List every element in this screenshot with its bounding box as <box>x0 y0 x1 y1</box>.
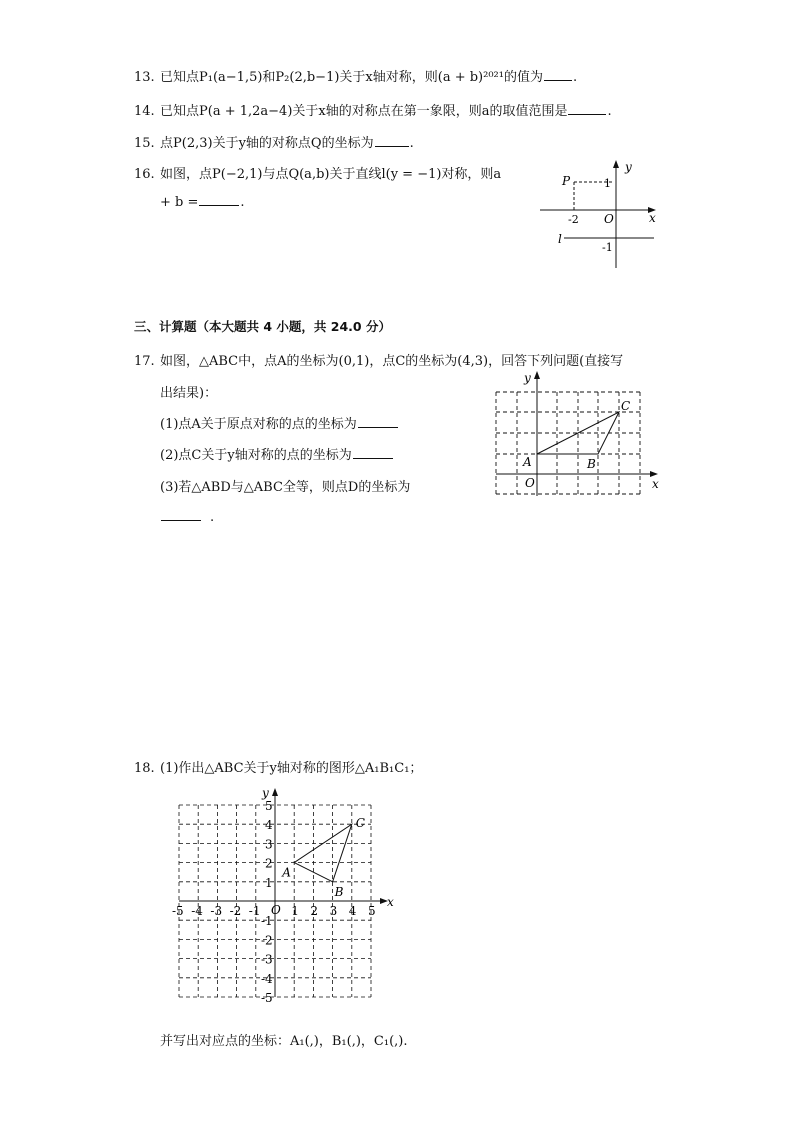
label-b: B <box>587 457 596 471</box>
label-x: x <box>649 211 656 225</box>
question-number: 18. <box>134 761 155 776</box>
question-number: 13. <box>134 70 155 85</box>
y-tick-label: 2 <box>265 856 273 871</box>
period: . <box>572 70 578 85</box>
y-tick-label: -5 <box>261 991 273 1005</box>
y-axis-arrow <box>613 160 619 168</box>
label-b: B <box>334 884 344 899</box>
figure-16 <box>536 158 666 270</box>
question-text: 已知点P(a + 1,2a−4)关于x轴的对称点在第一象限，则a的取值范围是 <box>160 104 568 119</box>
y-tick-label: -4 <box>261 971 273 986</box>
y-tick-label: 4 <box>265 818 273 833</box>
label-neg2: -2 <box>568 213 579 226</box>
label-y: y <box>625 160 632 174</box>
section-title: 三、计算题（本大题共 4 小题，共 24.0 分） <box>134 319 391 334</box>
question-text-cont: 出结果)： <box>160 386 218 401</box>
question-17-cont <box>160 382 217 401</box>
question-13 <box>134 66 577 85</box>
label-o: O <box>604 212 614 226</box>
label-a: A <box>523 455 532 469</box>
y-tick-label: 5 <box>265 799 273 813</box>
question-17 <box>134 350 623 369</box>
question-number: 17. <box>134 354 155 369</box>
label-c: C <box>621 399 631 413</box>
y-tick-label: 1 <box>265 875 273 890</box>
part-text: (3)若△ABD与△ABC全等，则点D的坐标为 <box>160 480 411 495</box>
y-axis-arrow <box>534 371 540 379</box>
period: . <box>409 136 414 151</box>
triangle-abc <box>294 824 352 882</box>
y-tick-labels <box>261 799 273 1005</box>
coords-text: 并写出对应点的坐标：A₁(,)，B₁(,)，C₁(,). <box>160 1034 408 1049</box>
question-18-coords <box>160 1030 407 1049</box>
y-tick-label: -1 <box>261 914 273 929</box>
x-tick-label: 1 <box>291 904 299 918</box>
period: . <box>607 104 612 119</box>
x-tick-label: -3 <box>210 904 223 918</box>
answer-blank[interactable] <box>358 415 398 428</box>
label-x: x <box>387 895 394 909</box>
label-o: O <box>525 476 535 490</box>
figure-18 <box>160 780 394 1005</box>
question-15 <box>134 132 414 151</box>
label-x: x <box>652 477 659 491</box>
question-17-part1 <box>160 413 399 432</box>
y-tick-label: 3 <box>265 837 273 852</box>
answer-blank[interactable] <box>353 446 393 459</box>
label-y: y <box>262 786 269 800</box>
x-tick-label: 4 <box>348 904 357 918</box>
question-text: (1)作出△ABC关于y轴对称的图形△A₁B₁C₁； <box>160 761 423 776</box>
question-16-cont <box>160 193 245 210</box>
answer-blank[interactable] <box>544 68 572 81</box>
question-number: 15. <box>134 136 155 151</box>
y-tick-label: -3 <box>261 952 273 967</box>
question-17-part3-blank <box>160 508 214 525</box>
answer-blank[interactable] <box>199 193 239 206</box>
label-1: 1 <box>604 177 611 190</box>
question-text: 点P(2,3)关于y轴的对称点Q的坐标为 <box>160 136 374 151</box>
question-18 <box>134 757 422 776</box>
question-number: 16. <box>134 167 155 182</box>
label-a: A <box>282 865 291 880</box>
x-tick-label: 2 <box>310 904 319 918</box>
label-p: P <box>562 174 571 188</box>
x-tick-label: 5 <box>368 904 376 918</box>
x-tick-label: -1 <box>248 904 261 918</box>
figure-17 <box>490 368 665 498</box>
answer-blank[interactable] <box>375 134 409 147</box>
question-text: 如图，△ABC中，点A的坐标为(0,1)，点C的坐标为(4,3)，回答下列问题(直接写 <box>160 354 624 369</box>
part-text: (1)点A关于原点对称的点的坐标为 <box>160 417 357 432</box>
period: . <box>240 195 245 210</box>
label-y: y <box>524 371 531 385</box>
question-14 <box>134 100 612 119</box>
x-tick-label: -4 <box>191 904 203 918</box>
x-tick-label: 3 <box>329 904 338 918</box>
answer-blank[interactable] <box>161 508 201 521</box>
x-tick-label: -5 <box>172 904 184 918</box>
question-17-part3 <box>160 476 410 495</box>
label-l: l <box>558 232 562 246</box>
question-text: 已知点P₁(a−1,5)和P₂(2,b−1)关于x轴对称，则(a + b)²⁰²¹的值为 <box>160 70 543 85</box>
label-o: O <box>271 903 281 917</box>
question-17-part2 <box>160 444 394 463</box>
y-axis-arrow <box>272 788 278 796</box>
question-text-cont: + b = <box>160 195 199 210</box>
answer-blank[interactable] <box>568 102 606 115</box>
question-text: 如图，点P(−2,1)与点Q(a,b)关于直线l(y = −1)对称，则a <box>160 167 502 182</box>
part-text: (2)点C关于y轴对称的点的坐标为 <box>160 448 352 463</box>
dashed-grid <box>496 392 640 494</box>
y-tick-label: -2 <box>261 933 273 948</box>
period: . <box>210 510 215 525</box>
x-tick-label: -2 <box>229 904 242 918</box>
triangle-abc <box>537 412 619 454</box>
label-c: C <box>355 816 365 831</box>
question-number: 14. <box>134 104 155 119</box>
label-neg1: -1 <box>602 241 613 254</box>
question-16 <box>134 163 501 182</box>
